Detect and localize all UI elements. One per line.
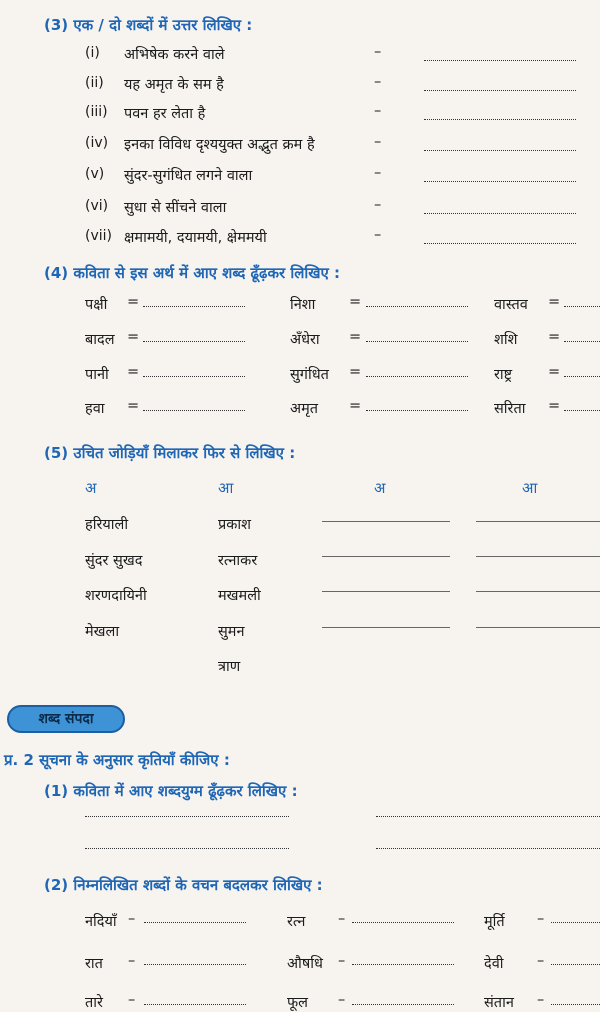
q5-right-item: रत्नाकर (218, 553, 258, 569)
q4-word: राष्ट्र (494, 367, 513, 383)
q4-answer-line[interactable] (564, 376, 600, 377)
p2-answer-line[interactable] (85, 848, 289, 849)
q3-item-num: (vii) (85, 228, 112, 244)
q3-answer-line[interactable] (424, 213, 576, 214)
q4-answer-line[interactable] (366, 306, 468, 307)
q3-item-num: (iv) (85, 135, 109, 151)
q3-dash: – (374, 197, 382, 213)
q5-answer-line[interactable] (476, 521, 600, 522)
p2-word: देवी (484, 956, 504, 972)
p2-sub1-heading: (1) कविता में आए शब्दयुग्म ढूँढ़कर लिखिए : (44, 782, 298, 800)
p2-dash: – (338, 911, 346, 927)
q4-answer-line[interactable] (143, 410, 245, 411)
q4-word: वास्तव (494, 297, 528, 313)
section-badge: शब्द संपदा (7, 705, 125, 733)
p2-word: औषधि (287, 956, 323, 972)
q4-word: बादल (85, 332, 115, 348)
q3-answer-line[interactable] (424, 119, 576, 120)
q3-answer-line[interactable] (424, 243, 576, 244)
q4-word: पानी (85, 367, 109, 383)
q4-word: निशा (290, 297, 316, 313)
p2-heading: प्र. 2 सूचना के अनुसार कृतियाँ कीजिए : (4, 751, 230, 769)
q4-eq: = (127, 329, 140, 345)
q4-eq: = (349, 329, 362, 345)
p2-dash: – (128, 953, 136, 969)
p2-answer-line[interactable] (551, 922, 600, 923)
q3-item-text: अभिषेक करने वाले (124, 47, 225, 63)
q5-answer-line[interactable] (322, 591, 450, 592)
q5-right-item: सुमन (218, 624, 245, 640)
q3-dash: – (374, 227, 382, 243)
q4-eq: = (127, 294, 140, 310)
q4-word: सरिता (494, 401, 526, 417)
q5-col-a-label: अ (85, 479, 97, 497)
q5-answer-line[interactable] (322, 556, 450, 557)
p2-word: मूर्ति (484, 914, 505, 930)
q3-answer-line[interactable] (424, 150, 576, 151)
q4-answer-line[interactable] (564, 341, 600, 342)
q5-left-item: शरणदायिनी (85, 588, 147, 604)
q3-item-text: क्षमामयी, दयामयी, क्षेममयी (124, 230, 267, 246)
p2-answer-line[interactable] (144, 964, 246, 965)
p2-answer-line[interactable] (551, 1004, 600, 1005)
q4-answer-line[interactable] (143, 376, 245, 377)
q5-answer-col-a-label: अ (374, 479, 386, 497)
q5-heading: (5) उचित जोड़ियाँ मिलाकर फिर से लिखिए : (44, 444, 296, 462)
p2-word: संतान (484, 995, 514, 1011)
q3-item-num: (iii) (85, 104, 108, 120)
q3-answer-line[interactable] (424, 60, 576, 61)
p2-answer-line[interactable] (352, 922, 454, 923)
p2-word: नदियाँ (85, 914, 117, 930)
q5-right-item: प्रकाश (218, 517, 252, 533)
q3-dash: – (374, 165, 382, 181)
q4-eq: = (349, 364, 362, 380)
q5-answer-line[interactable] (322, 627, 450, 628)
q4-word: सुगंधित (290, 367, 329, 383)
q5-answer-col-aa-label: आ (522, 479, 538, 497)
q3-dash: – (374, 134, 382, 150)
q5-right-item: मखमली (218, 588, 261, 604)
p2-answer-line[interactable] (551, 964, 600, 965)
p2-answer-line[interactable] (85, 816, 289, 817)
p2-answer-line[interactable] (376, 848, 600, 849)
q3-heading: (3) एक / दो शब्दों में उत्तर लिखिए : (44, 16, 253, 34)
q5-left-item: हरियाली (85, 517, 129, 533)
p2-sub2-heading: (2) निम्नलिखित शब्दों के वचन बदलकर लिखिए : (44, 876, 323, 894)
p2-word: फूल (287, 995, 309, 1011)
q4-eq: = (548, 364, 561, 380)
p2-answer-line[interactable] (376, 816, 600, 817)
q4-heading: (4) कविता से इस अर्थ में आए शब्द ढूँढ़कर लिखिए : (44, 264, 341, 282)
p2-dash: – (338, 953, 346, 969)
q3-item-text: सुधा से सींचने वाला (124, 200, 227, 216)
p2-answer-line[interactable] (352, 964, 454, 965)
q3-item-num: (i) (85, 45, 100, 61)
q5-left-item: सुंदर सुखद (85, 553, 143, 569)
q5-col-aa-label: आ (218, 479, 234, 497)
q4-word: हवा (85, 401, 105, 417)
q4-answer-line[interactable] (143, 306, 245, 307)
q4-word: पक्षी (85, 297, 108, 313)
p2-dash: – (537, 992, 545, 1008)
q5-right-item: त्राण (218, 659, 241, 675)
q4-word: अमृत (290, 401, 319, 417)
p2-answer-line[interactable] (144, 1004, 246, 1005)
q5-answer-line[interactable] (476, 627, 600, 628)
q4-eq: = (127, 364, 140, 380)
q3-item-num: (vi) (85, 198, 109, 214)
q5-left-item: मेखला (85, 624, 120, 640)
q4-eq: = (349, 398, 362, 414)
q4-answer-line[interactable] (366, 376, 468, 377)
q4-answer-line[interactable] (366, 341, 468, 342)
q3-item-text: यह अमृत के सम है (124, 77, 224, 93)
q3-answer-line[interactable] (424, 90, 576, 91)
q4-word: शशि (494, 332, 518, 348)
p2-dash: – (128, 992, 136, 1008)
p2-word: रात (85, 956, 103, 972)
q4-word: अँधेरा (290, 332, 320, 348)
q3-item-text: पवन हर लेता है (124, 106, 206, 122)
q3-item-text: सुंदर-सुगंधित लगने वाला (124, 168, 253, 184)
q4-eq: = (548, 329, 561, 345)
q4-answer-line[interactable] (564, 410, 600, 411)
q3-answer-line[interactable] (424, 181, 576, 182)
q4-answer-line[interactable] (143, 341, 245, 342)
q3-dash: – (374, 44, 382, 60)
q3-item-text: इनका विविध दृश्ययुक्त अद्भुत क्रम है (124, 137, 315, 153)
p2-answer-line[interactable] (352, 1004, 454, 1005)
q5-answer-line[interactable] (476, 556, 600, 557)
p2-dash: – (128, 911, 136, 927)
q3-dash: – (374, 103, 382, 119)
q3-dash: – (374, 74, 382, 90)
p2-answer-line[interactable] (144, 922, 246, 923)
p2-dash: – (338, 992, 346, 1008)
q3-item-num: (ii) (85, 75, 104, 91)
q5-answer-line[interactable] (322, 521, 450, 522)
p2-dash: – (537, 953, 545, 969)
q4-answer-line[interactable] (564, 306, 600, 307)
p2-word: रत्न (287, 914, 306, 930)
p2-dash: – (537, 911, 545, 927)
q5-answer-line[interactable] (476, 591, 600, 592)
q3-item-num: (v) (85, 166, 105, 182)
p2-word: तारे (85, 995, 103, 1011)
q4-answer-line[interactable] (366, 410, 468, 411)
q4-eq: = (548, 398, 561, 414)
q4-eq: = (548, 294, 561, 310)
q4-eq: = (127, 398, 140, 414)
q4-eq: = (349, 294, 362, 310)
